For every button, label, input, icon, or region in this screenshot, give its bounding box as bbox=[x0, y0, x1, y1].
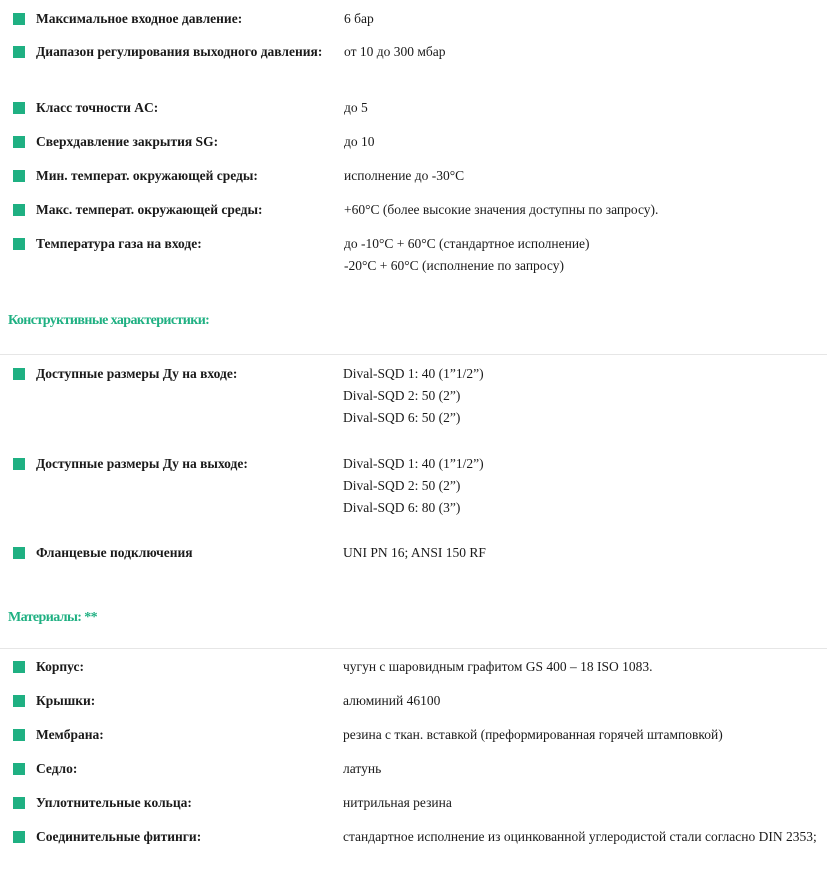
spec-value-line: Dival-SQD 6: 80 (3”) bbox=[343, 500, 461, 515]
section-divider bbox=[0, 648, 827, 649]
bullet-square-icon bbox=[13, 797, 25, 809]
bullet-square-icon bbox=[13, 368, 25, 380]
bullet-square-icon bbox=[13, 13, 25, 25]
spec-value-line: Dival-SQD 2: 50 (2”) bbox=[343, 388, 461, 403]
spec-value: до 10 bbox=[344, 134, 375, 149]
spec-value: резина с ткан. вставкой (преформированная горячей штамповкой) bbox=[343, 727, 723, 742]
bullet-square-icon bbox=[13, 661, 25, 673]
spec-label: Соединительные фитинги: bbox=[36, 829, 202, 844]
spec-value: латунь bbox=[343, 761, 382, 776]
bullet-square-icon bbox=[13, 729, 25, 741]
bullet-square-icon bbox=[13, 831, 25, 843]
spec-label: Уплотнительные кольца: bbox=[36, 795, 192, 810]
spec-label: Температура газа на входе: bbox=[36, 236, 202, 251]
spec-label: Максимальное входное давление: bbox=[36, 11, 243, 26]
section-title-materials: Материалы: ** bbox=[8, 610, 98, 625]
spec-label: Сверхдавление закрытия SG: bbox=[36, 134, 219, 149]
spec-label: Макс. температ. окружающей среды: bbox=[36, 202, 263, 217]
spec-label: Крышки: bbox=[36, 693, 96, 708]
spec-value-multiline bbox=[343, 453, 484, 519]
bullet-square-icon bbox=[13, 136, 25, 148]
spec-value: нитрильная резина bbox=[343, 795, 452, 810]
section-title-construction: Конструктивные характеристики: bbox=[8, 313, 210, 328]
spec-label: Корпус: bbox=[36, 659, 84, 674]
spec-value-line: до -10°C + 60°C (стандартное исполнение) bbox=[344, 236, 590, 251]
spec-label: Диапазон регулирования выходного давления: bbox=[36, 44, 323, 59]
spec-value: стандартное исполнение из оцинкованной углеродистой стали согласно DIN 2353; bbox=[343, 829, 817, 844]
section-divider bbox=[0, 354, 827, 355]
spec-value-line: Dival-SQD 6: 50 (2”) bbox=[343, 410, 461, 425]
spec-label: Мин. температ. окружающей среды: bbox=[36, 168, 258, 183]
spec-value-line: Dival-SQD 1: 40 (1”1/2”) bbox=[343, 456, 484, 471]
spec-value-multiline bbox=[343, 363, 484, 429]
spec-value: алюминий 46100 bbox=[343, 693, 441, 708]
spec-value-line: -20°C + 60°C (исполнение по запросу) bbox=[344, 258, 564, 273]
spec-label: Класс точности AC: bbox=[36, 100, 159, 115]
bullet-square-icon bbox=[13, 102, 25, 114]
spec-label: Фланцевые подключения bbox=[36, 545, 193, 560]
spec-label: Доступные размеры Ду на входе: bbox=[36, 366, 238, 381]
bullet-square-icon bbox=[13, 763, 25, 775]
spec-value: 6 бар bbox=[344, 11, 374, 26]
spec-value: от 10 до 300 мбар bbox=[344, 44, 446, 59]
spec-label: Доступные размеры Ду на выходе: bbox=[36, 456, 248, 471]
bullet-square-icon bbox=[13, 547, 25, 559]
spec-value: исполнение до -30°C bbox=[344, 168, 465, 183]
bullet-square-icon bbox=[13, 238, 25, 250]
bullet-square-icon bbox=[13, 46, 25, 58]
spec-value-multiline bbox=[344, 233, 590, 277]
spec-value: +60°C (более высокие значения доступны по запросу). bbox=[344, 202, 659, 217]
bullet-square-icon bbox=[13, 204, 25, 216]
bullet-square-icon bbox=[13, 458, 25, 470]
spec-value: до 5 bbox=[344, 100, 368, 115]
spec-label: Седло: bbox=[36, 761, 78, 776]
spec-value: чугун с шаровидным графитом GS 400 – 18 ISO 1083. bbox=[343, 659, 653, 674]
spec-value-line: Dival-SQD 1: 40 (1”1/2”) bbox=[343, 366, 484, 381]
bullet-square-icon bbox=[13, 695, 25, 707]
spec-label: Мембрана: bbox=[36, 727, 104, 742]
bullet-square-icon bbox=[13, 170, 25, 182]
spec-value: UNI PN 16; ANSI 150 RF bbox=[343, 545, 486, 560]
spec-value-line: Dival-SQD 2: 50 (2”) bbox=[343, 478, 461, 493]
